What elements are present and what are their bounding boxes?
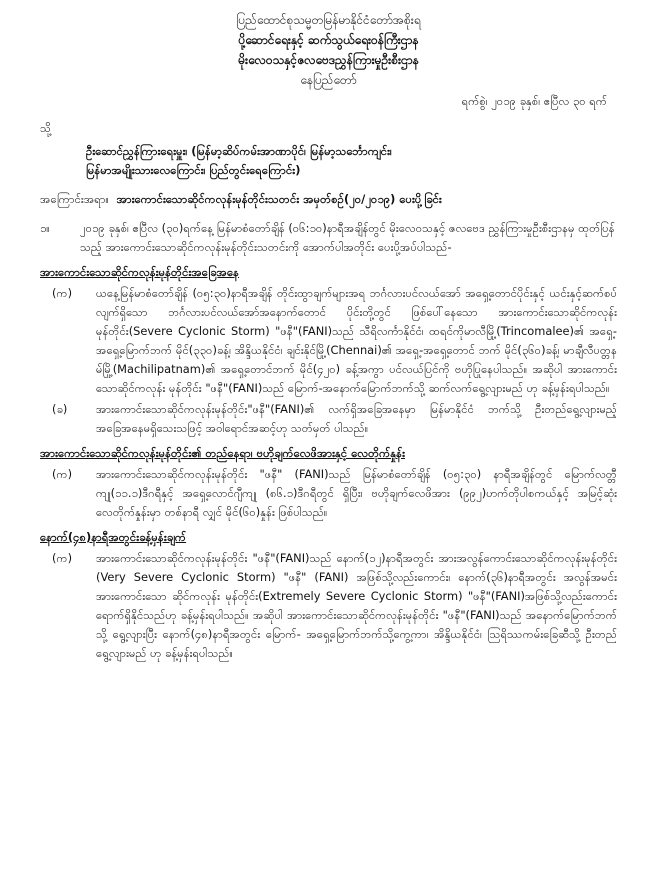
letterhead-department: မိုးလေဝသနှင့်ဇလဗေဒညွှန်ကြားမှုဦးစီးဌာန [238,53,419,67]
item-marker: (ခ) [52,402,68,416]
paragraph-text: ၂၀၁၉ ခုနှစ်၊ ဧပြီလ (၃၀)ရက်နေ့ မြန်မာစံတော်ချိန် (၀၆:၁၀)နာရီအချိန်တွင် မိုးလေဝသနှင့် ဇလဗေဒ ညွှန်ကြားမှုဦးစီးဌာနမှ ထုတ်ပြန်သည့် အားကောင်းသောဆိုင်ကလုန်းမုန်တိုင်းသတင်းကို အောက်ပါအတိုင်း ပေးပို့အပ်ပါသည်- [80,221,615,254]
list-item [40,284,617,398]
recipients [86,142,617,180]
item-marker: (က) [52,551,73,565]
item-text: အားကောင်းသောဆိုင်ကလုန်းမုန်တိုင်း "ဖနီ" (FANI)သည် မြန်မာစံတော်ချိန် (၀၅:၃၀) နာရီအချိန်တွင် မြောက်လတ္တီကျု(၁၁.၁)ဒီဂရီနှင့် အရှေ့လောင်ဂျီကျု (၈၆.၁)ဒီဂရီတွင် ရှိပြီး၊ ဗဟိုချက်လေဖိအား (၉၉၂)ဟက်တိုပါစကယ်နှင့် အမြင့်ဆုံးလေတိုက်နှုန်းမှာ တစ်နာရီ လျှင် မိုင်(၆၀)နှုန်း ဖြစ်ပါသည်။ [96,467,617,519]
paragraph-number: ၁။ [40,221,50,235]
subject-label: အကြောင်းအရာ။ [40,192,109,206]
subject-line [40,190,617,209]
to-label: သို့ [40,121,52,135]
item-marker: (က) [52,286,73,300]
recipient-line: မြန်မာအမျိုးသားလေကြောင်း၊ ပြည်တွင်းရေကြောင်း) [86,163,301,177]
section-title-forecast: နောက်(၄၈)နာရီအတွင်းခန့်မှန်းချက် [40,530,187,544]
list-item [40,400,617,438]
letterhead [40,10,617,90]
subject-text: အားကောင်းသောဆိုင်ကလုန်းမုန်တိုင်းသတင်း အမှတ်စဉ်(၂၀/၂၀၁၉) ပေးပို့ခြင်း [116,192,442,206]
letterhead-city: နေပြည်တော် [300,73,357,87]
letterhead-government: ပြည်ထောင်စုသမ္မတမြန်မာနိုင်ငံတော်အစိုးရ [236,13,421,27]
item-text: အားကောင်းသောဆိုင်ကလုန်းမုန်တိုင်း"ဖနီ"(FANI)၏ လက်ရှိအခြေအနေမှာ မြန်မာနိုင်ငံ ဘက်သို့ ဦးတည်ရွေ့လျားမည့် အခြေအနေမရှိသေးသဖြင့် အဝါရောင်အဆင့်ဟု သတ်မှတ် ပါသည်။ [96,402,617,435]
paragraph-1 [40,219,617,257]
item-text: ယနေ့မြန်မာစံတော်ချိန် (၀၅:၃၀)နာရီအချိန် တိုင်းထွာချက်များအရ ဘင်္ဂလားပင်လယ်အော် အရှေ့တောင်ပိုင်းနှင့် ယင်းနှင့်ဆက်စပ်လျက်ရှိသော ဘင်္ဂလားပင်လယ်အော်အနောက်တောင် ပိုင်းတို့တွင် ဖြစ်ပေါ်နေသော အားကောင်းသောဆိုင်ကလုန်းမုန်တိုင်း(Severe Cyclonic Storm) "ဖနီ"(FANI)သည် သီရိလင်္ကာနိုင်ငံ၊ ထရင်ကိုမာလီမြို့(Trincomalee)၏ အရှေ့-အရှေ့မြောက်ဘက် မိုင်(၃၃၀)ခန့်၊ အိန္ဒိယနိုင်ငံ၊ ချင်းနိုင်မြို့(Chennai)၏ အရှေ့-အရှေ့တောင် ဘက် မိုင်(၃၆၀)ခန့်၊ မာချီလီပတ္တနမ်မြို့(Machilipatnam)၏ အရှေ့တောင်ဘက် မိုင်(၄၂၀) ခန့်အကွာ ပင်လယ်ပြင်ကို ဗဟိုပြုနေပါသည်။ အဆိုပါ အားကောင်းသောဆိုင်ကလုန်း မုန်တိုင်း "ဖနီ"(FANI)သည် မြောက်-အနောက်မြောက်ဘက်သို့ ဆက်လက်ရွေ့လျားမည် ဟု ခန့်မှန်းရပါသည်။ [96,286,617,395]
item-marker: (က) [52,467,73,481]
list-item [40,549,617,663]
recipient-line: ဦးဆောင်ညွှန်ကြားရေးမှူး၊ (မြန်မာ့ဆိပ်ကမ်းအာဏာပိုင်၊ မြန်မာ့သင်္ဘောကျင်း၊ [86,144,392,158]
list-item [40,465,617,522]
item-text: အားကောင်းသောဆိုင်ကလုန်းမုန်တိုင်း "ဖနီ"(FANI)သည် နောက်(၁၂)နာရီအတွင်း အားအလွန်ကောင်းသောဆိုင်ကလုန်းမုန်တိုင်း (Very Severe Cyclonic Storm) "ဖနီ" (FANI) အဖြစ်သို့လည်းကောင်း၊ နောက်(၃၆)နာရီအတွင်း အလွန်အမင်းအားကောင်းသော ဆိုင်ကလုန်း မုန်တိုင်း(Extremely Severe Cyclonic Storm) "ဖနီ"(FANI)အဖြစ်သို့လည်းကောင်း ရောက်ရှိနိုင်သည်ဟု ခန့်မှန်းရပါသည်။ အဆိုပါ အားကောင်းသောဆိုင်ကလုန်းမုန်တိုင်း "ဖနီ"(FANI)သည် အနောက်မြောက်ဘက်သို့ ရွေ့လျားပြီး နောက်(၄၈)နာရီအတွင်း မြောက်- အရှေ့မြောက်ဘက်သို့ကွေ့ကာ၊ အိန္ဒိယနိုင်ငံ၊ ဩရိဿကမ်းခြေဆီသို့ ဦးတည်ရွေ့လျားမည် ဟု ခန့်မှန်းရပါသည်။ [96,551,617,660]
section-title-status: အားကောင်းသောဆိုင်ကလုန်းမုန်တိုင်းအခြေအနေ [40,265,240,279]
letterhead-ministry: ပို့ဆောင်ရေးနှင့် ဆက်သွယ်ရေးဝန်ကြီးဌာန [238,33,419,47]
letter-date: ရက်စွဲ၊ ၂၀၁၉ ခုနှစ်၊ ဧပြီလ ၃၀ ရက် [461,94,607,108]
section-title-location: အားကောင်းသောဆိုင်ကလုန်းမုန်တိုင်း၏ တည်နေရာ၊ ဗဟိုချက်လေဖိအားနှင့် လေတိုက်နှုန်း [40,446,405,460]
